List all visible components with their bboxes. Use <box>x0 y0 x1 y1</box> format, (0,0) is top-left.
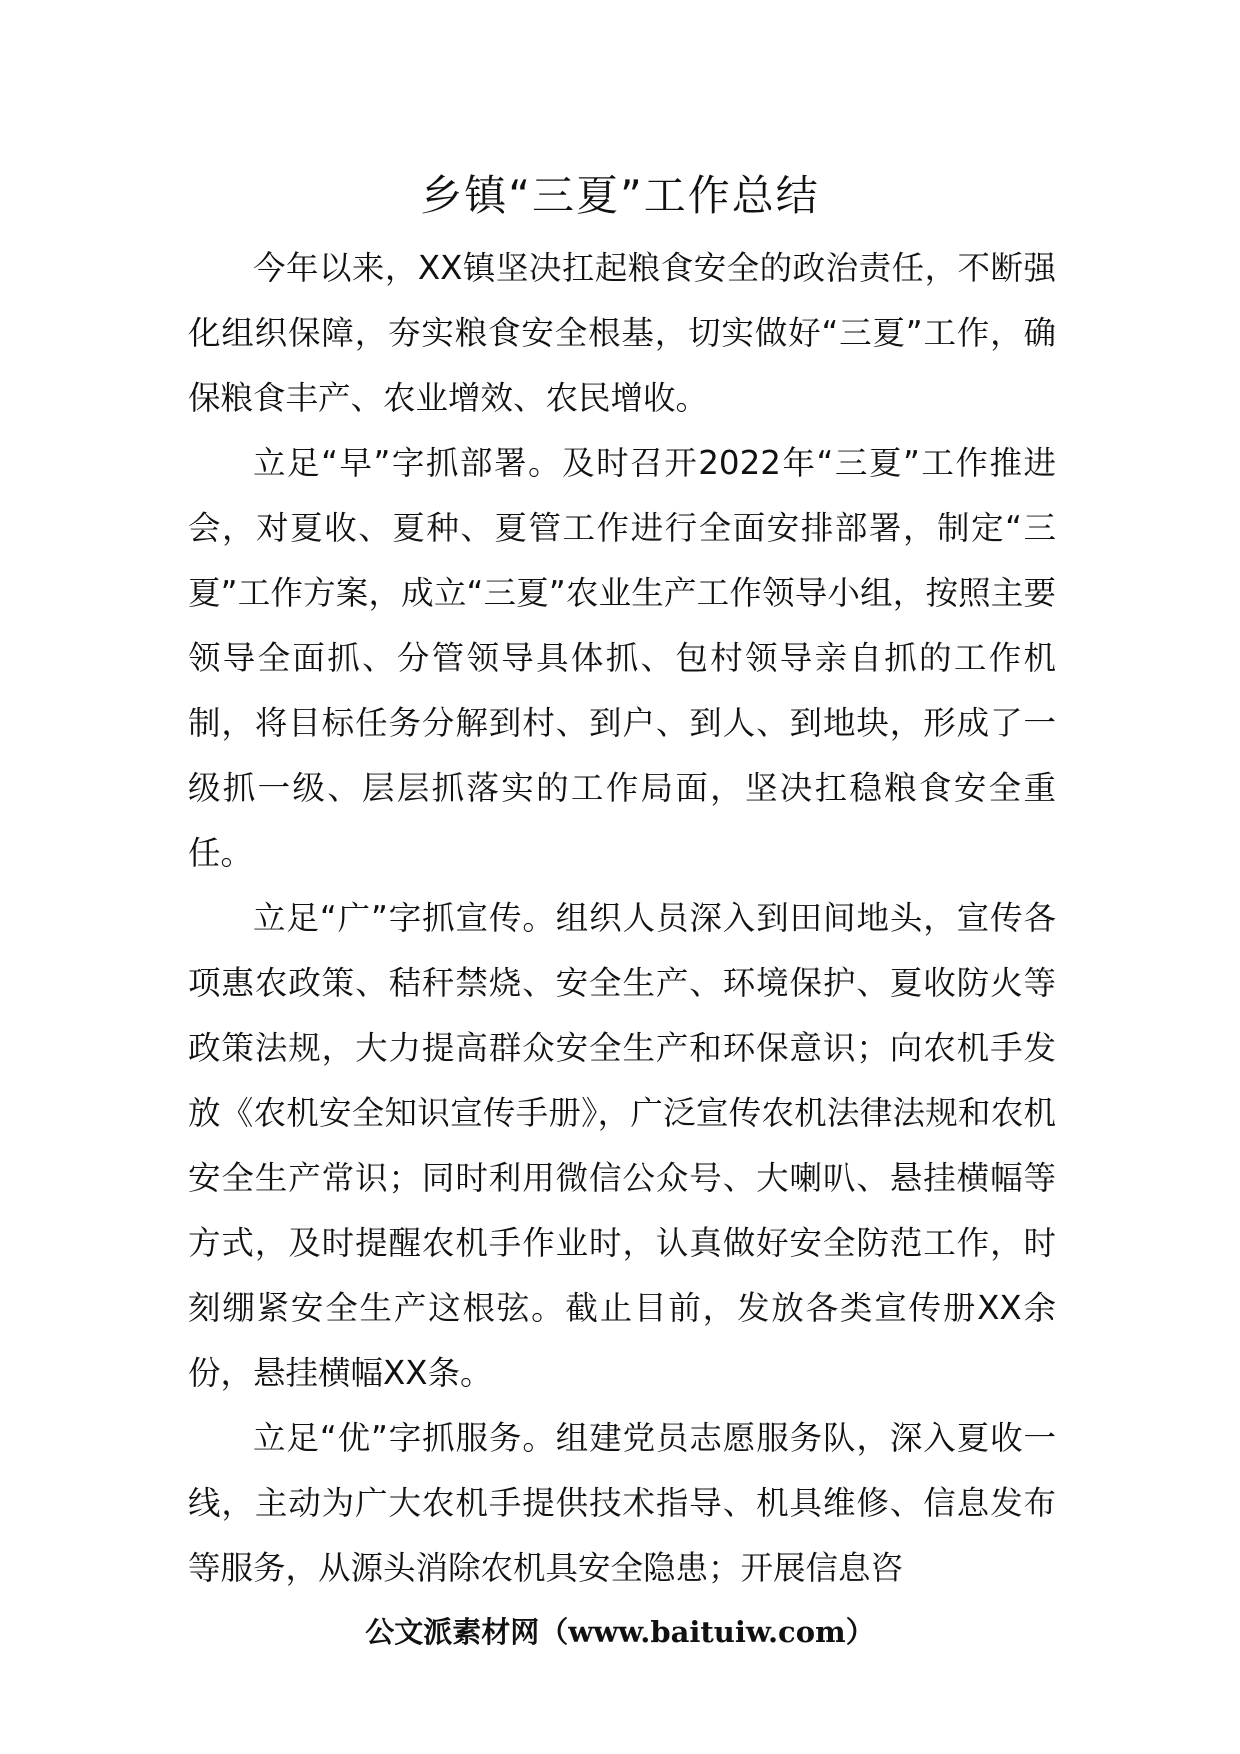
document-body <box>188 236 1056 1601</box>
paragraph-intro: 今年以来，XX镇坚决扛起粮食安全的政治责任，不断强化组织保障，夯实粮食安全根基，切实做好“三夏”工作，确保粮食丰产、农业增效、农民增收。 <box>188 249 1056 417</box>
paragraph-publicity: 立足“广”字抓宣传。组织人员深入到田间地头，宣传各项惠农政策、秸秆禁烧、安全生产、环境保护、夏收防火等政策法规，大力提高群众安全生产和环保意识；向农机手发放《农机安全知识宣传手册》，广泛宣传农机法律法规和农机安全生产常识；同时利用微信公众号、大喇叭、悬挂横幅等方式，及时提醒农机手作业时，认真做好安全防范工作，时刻绷紧安全生产这根弦。截止目前，发放各类宣传册XX余份，悬挂横幅XX条。 <box>188 899 1056 1392</box>
document-title: 乡镇“三夏”工作总结 <box>420 171 820 220</box>
footer-watermark-text: 公文派素材网（www.baituiw.com） <box>365 1615 875 1649</box>
paragraph-service: 立足“优”字抓服务。组建党员志愿服务队，深入夏收一线，主动为广大农机手提供技术指导、机具维修、信息发布等服务，从源头消除农机具安全隐患；开展信息咨 <box>188 1419 1056 1587</box>
paragraph-deployment: 立足“早”字抓部署。及时召开2022年“三夏”工作推进会，对夏收、夏种、夏管工作进行全面安排部署，制定“三夏”工作方案，成立“三夏”农业生产工作领导小组，按照主要领导全面抓、分管领导具体抓、包村领导亲自抓的工作机制，将目标任务分解到村、到户、到人、到地块，形成了一级抓一级、层层抓落实的工作局面，坚决扛稳粮食安全重任。 <box>188 444 1056 872</box>
